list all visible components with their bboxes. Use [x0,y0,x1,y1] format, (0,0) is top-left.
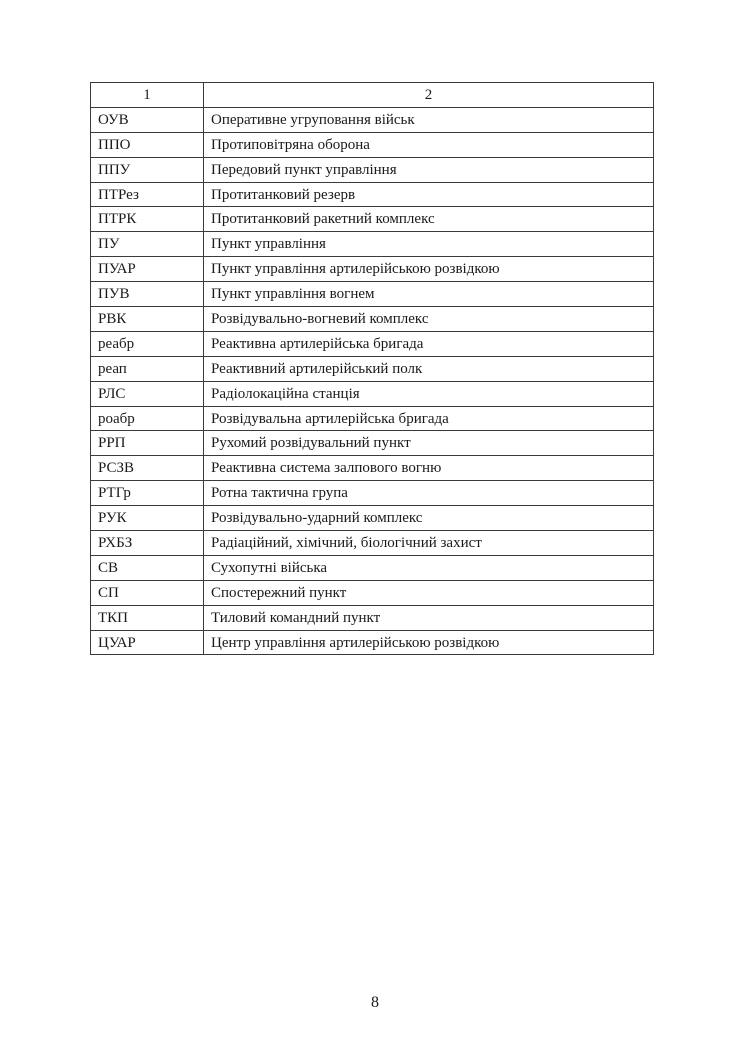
meaning-cell: Розвідувально-ударний комплекс [204,506,654,531]
table-row [91,182,654,207]
table-row [91,257,654,282]
table-row [91,307,654,332]
table-row [91,555,654,580]
abbreviation-cell: реап [91,356,204,381]
meaning-cell: Рухомий розвідувальний пункт [204,431,654,456]
header-cell-meaning: 2 [204,83,654,108]
abbreviation-cell: ТКП [91,605,204,630]
meaning-cell: Розвідувальна артилерійська бригада [204,406,654,431]
meaning-cell: Радіолокаційна станція [204,381,654,406]
meaning-cell: Ротна тактична група [204,481,654,506]
abbreviation-cell: реабр [91,331,204,356]
table-row [91,331,654,356]
meaning-cell: Реактивна артилерійська бригада [204,331,654,356]
table-row [91,605,654,630]
table-row [91,456,654,481]
abbreviation-cell: РСЗВ [91,456,204,481]
abbreviation-cell: ПУ [91,232,204,257]
meaning-cell: Пункт управління артилерійською розвідкою [204,257,654,282]
table-row [91,431,654,456]
table-row [91,481,654,506]
meaning-cell: Протитанковий ракетний комплекс [204,207,654,232]
table-header-row [91,83,654,108]
meaning-cell: Реактивна система залпового вогню [204,456,654,481]
abbreviations-table [90,82,654,655]
meaning-cell: Спостережний пункт [204,580,654,605]
table-row [91,282,654,307]
abbreviation-cell: РРП [91,431,204,456]
meaning-cell: Реактивний артилерійський полк [204,356,654,381]
abbreviation-cell: ПТРК [91,207,204,232]
table-row [91,630,654,655]
abbreviation-cell: РХБЗ [91,531,204,556]
table-row [91,132,654,157]
meaning-cell: Пункт управління вогнем [204,282,654,307]
table-row [91,157,654,182]
meaning-cell: Центр управління артилерійською розвідкою [204,630,654,655]
table-body [91,83,654,655]
abbreviation-cell: ОУВ [91,107,204,132]
table-row [91,406,654,431]
abbreviation-cell: СВ [91,555,204,580]
table-row [91,356,654,381]
abbreviation-cell: ППО [91,132,204,157]
table-row [91,580,654,605]
table-row [91,506,654,531]
abbreviation-cell: СП [91,580,204,605]
meaning-cell: Розвідувально-вогневий комплекс [204,307,654,332]
page-number: 8 [371,994,379,1011]
table-row [91,107,654,132]
meaning-cell: Оперативне угруповання військ [204,107,654,132]
abbreviation-cell: ЦУАР [91,630,204,655]
meaning-cell: Протиповітряна оборона [204,132,654,157]
meaning-cell: Передовий пункт управління [204,157,654,182]
meaning-cell: Протитанковий резерв [204,182,654,207]
abbreviation-cell: РВК [91,307,204,332]
abbreviation-cell: роабр [91,406,204,431]
abbreviation-cell: ПТРез [91,182,204,207]
table-row [91,232,654,257]
abbreviation-cell: ПУАР [91,257,204,282]
meaning-cell: Радіаційний, хімічний, біологічний захист [204,531,654,556]
table-row [91,531,654,556]
meaning-cell: Тиловий командний пункт [204,605,654,630]
abbreviation-cell: РЛС [91,381,204,406]
table-row [91,381,654,406]
abbreviation-cell: РТГр [91,481,204,506]
meaning-cell: Сухопутні війська [204,555,654,580]
abbreviation-cell: ПУВ [91,282,204,307]
abbreviation-cell: РУК [91,506,204,531]
meaning-cell: Пункт управління [204,232,654,257]
header-cell-abbreviation: 1 [91,83,204,108]
table-row [91,207,654,232]
abbreviation-cell: ППУ [91,157,204,182]
